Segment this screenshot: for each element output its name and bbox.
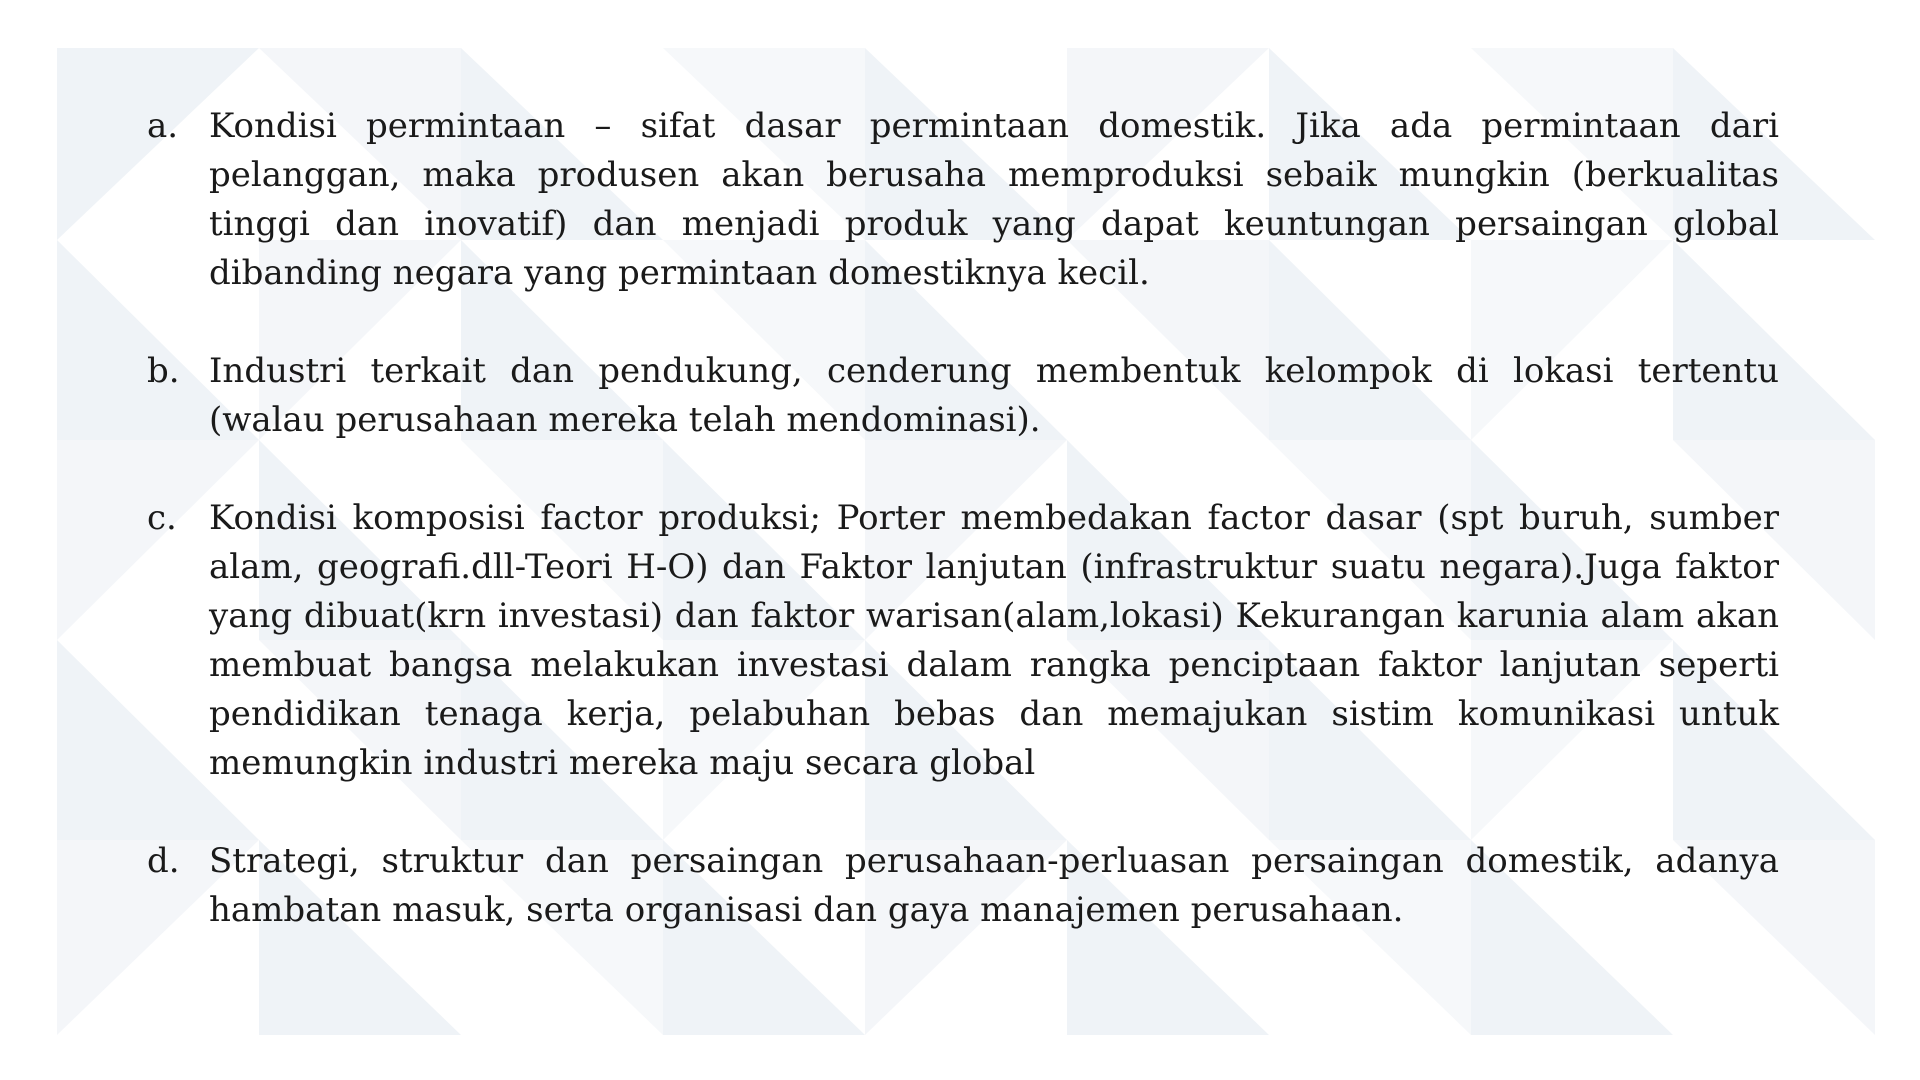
list-item-c	[147, 494, 1779, 788]
list-item-b	[147, 347, 1779, 445]
list-marker: d.	[147, 841, 180, 881]
list-item-text: Industri terkait dan pendukung, cenderung membentuk kelompok di lokasi tertentu (walau perusahaan mereka telah mendominasi).	[209, 351, 1779, 440]
list-item-a	[147, 102, 1779, 298]
list-marker: c.	[147, 498, 177, 538]
list-item-text: Strategi, struktur dan persaingan perusahaan-perluasan persaingan domestik, adanya hambatan masuk, serta organisasi dan gaya manajemen perusahaan.	[209, 841, 1779, 930]
list-marker: a.	[147, 106, 179, 146]
list-item-d	[147, 837, 1779, 935]
list-item-text: Kondisi komposisi factor produksi; Porter membedakan factor dasar (spt buruh, sumber alam, geografi.dll-Teori H-O) dan Faktor lanjutan (infrastruktur suatu negara).Juga faktor yang dibuat(krn investasi) dan faktor warisan(alam,lokasi) Kekurangan karunia alam akan membuat bangsa melakukan investasi dalam rangka penciptaan faktor lanjutan seperti pendidikan tenaga kerja, pelabuhan bebas dan memajukan sistim komunikasi untuk memungkin industri mereka maju secara global	[209, 498, 1779, 783]
factor-list	[147, 102, 1779, 935]
list-marker: b.	[147, 351, 180, 391]
list-item-text: Kondisi permintaan – sifat dasar permintaan domestik. Jika ada permintaan dari pelanggan, maka produsen akan berusaha memproduksi sebaik mungkin (berkualitas tinggi dan inovatif) dan menjadi produk yang dapat keuntungan persaingan global dibanding negara yang permintaan domestiknya kecil.	[209, 106, 1779, 293]
